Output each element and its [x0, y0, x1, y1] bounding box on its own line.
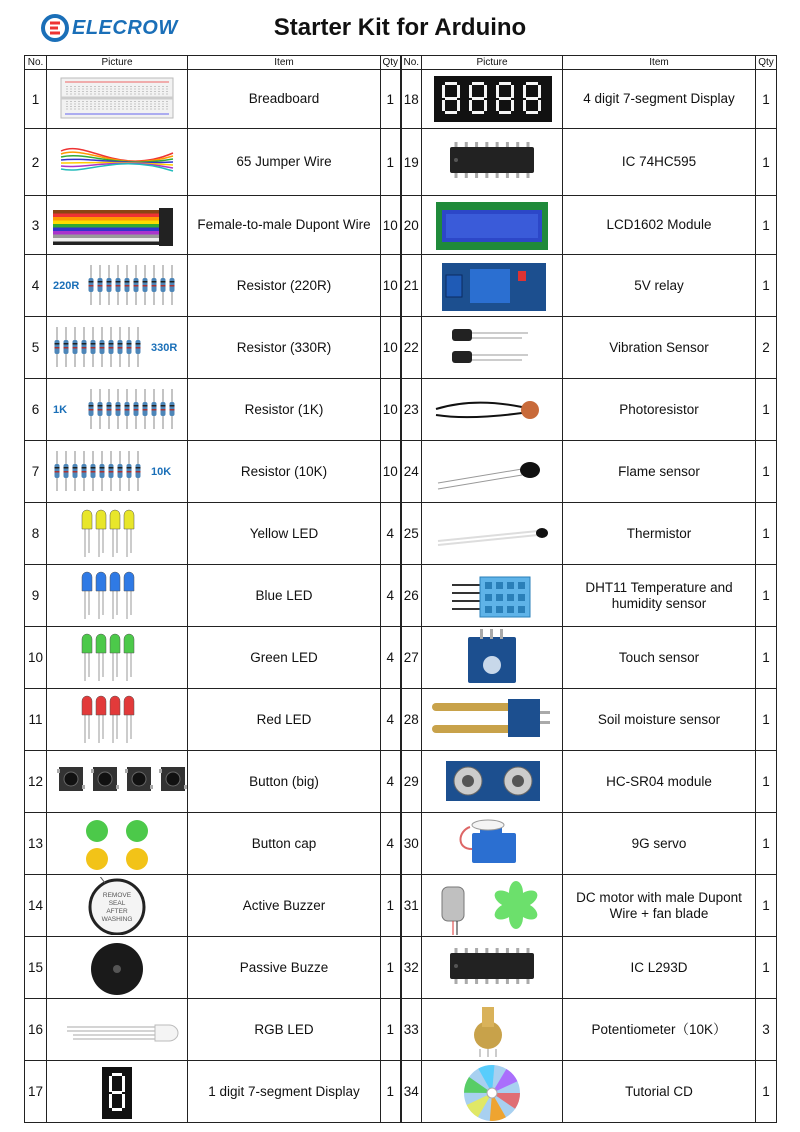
item-name: 65 Jumper Wire — [188, 129, 381, 196]
header-no: No. — [401, 56, 422, 70]
table-row — [25, 317, 777, 379]
item-qty: 4 — [381, 813, 401, 875]
item-picture — [422, 813, 563, 875]
item-qty: 10 — [381, 255, 401, 317]
item-name: LCD1602 Module — [563, 196, 756, 255]
item-name: Red LED — [188, 689, 381, 751]
dc-motor-fan-icon — [422, 877, 562, 935]
thermistor-icon — [422, 505, 562, 563]
item-qty: 1 — [756, 196, 777, 255]
item-picture — [47, 441, 188, 503]
item-number: 34 — [401, 1061, 422, 1123]
item-name: Resistor (220R) — [188, 255, 381, 317]
item-qty: 1 — [381, 999, 401, 1061]
resistor-icon — [47, 319, 187, 377]
led-icon — [47, 691, 187, 749]
item-name: DHT11 Temperature and humidity sensor — [563, 565, 756, 627]
relay-module-icon — [422, 257, 562, 315]
resistor-icon — [47, 257, 187, 315]
item-qty: 1 — [756, 937, 777, 999]
item-number: 4 — [25, 255, 47, 317]
item-picture — [422, 937, 563, 999]
table-header — [25, 56, 777, 70]
item-picture — [47, 875, 188, 937]
item-qty: 10 — [381, 317, 401, 379]
item-qty: 1 — [381, 937, 401, 999]
resistor-icon — [47, 443, 187, 501]
item-qty: 1 — [381, 70, 401, 129]
item-name: Resistor (330R) — [188, 317, 381, 379]
item-picture — [47, 999, 188, 1061]
svg-text:330R: 330R — [151, 341, 178, 354]
item-number: 19 — [401, 129, 422, 196]
item-number: 10 — [25, 627, 47, 689]
item-qty: 10 — [381, 196, 401, 255]
item-name: IC L293D — [563, 937, 756, 999]
item-picture — [422, 255, 563, 317]
item-picture — [47, 937, 188, 999]
item-name: DC motor with male Dupont Wire + fan blade — [563, 875, 756, 937]
item-picture — [422, 379, 563, 441]
page-title: Starter Kit for Arduino — [273, 14, 527, 41]
item-name: Active Buzzer — [188, 875, 381, 937]
ultrasonic-sensor-icon — [422, 753, 562, 811]
led-icon — [47, 505, 187, 563]
item-qty: 4 — [381, 503, 401, 565]
item-name: Soil moisture sensor — [563, 689, 756, 751]
potentiometer-icon — [422, 1001, 562, 1059]
buzzer-sticker-text: WASHING — [101, 915, 133, 923]
seven-segment-digit-icon — [47, 1063, 187, 1121]
item-picture — [47, 379, 188, 441]
item-name: Vibration Sensor — [563, 317, 756, 379]
item-qty: 1 — [756, 503, 777, 565]
item-picture — [422, 70, 563, 129]
item-picture — [47, 70, 188, 129]
item-number: 5 — [25, 317, 47, 379]
table-row — [25, 999, 777, 1061]
item-picture — [422, 317, 563, 379]
item-picture — [422, 565, 563, 627]
buzzer-sticker-text: AFTER — [106, 907, 128, 915]
buzzer-sticker-text: SEAL — [108, 899, 126, 907]
item-number: 31 — [401, 875, 422, 937]
item-name: Blue LED — [188, 565, 381, 627]
table-row — [25, 875, 777, 937]
item-qty: 4 — [381, 751, 401, 813]
item-qty: 4 — [381, 627, 401, 689]
item-name: 9G servo — [563, 813, 756, 875]
table-row — [25, 196, 777, 255]
item-qty: 1 — [756, 129, 777, 196]
item-number: 18 — [401, 70, 422, 129]
item-picture — [422, 196, 563, 255]
item-qty: 1 — [756, 1061, 777, 1123]
item-name: Green LED — [188, 627, 381, 689]
item-picture — [47, 627, 188, 689]
item-name: Touch sensor — [563, 627, 756, 689]
item-name: Passive Buzze — [188, 937, 381, 999]
kit-table — [24, 55, 777, 1123]
item-name: 1 digit 7-segment Display — [188, 1061, 381, 1123]
flame-sensor-icon — [422, 443, 562, 501]
item-picture — [47, 1061, 188, 1123]
item-qty: 2 — [756, 317, 777, 379]
item-number: 7 — [25, 441, 47, 503]
table-row — [25, 503, 777, 565]
item-qty: 1 — [756, 751, 777, 813]
item-number: 11 — [25, 689, 47, 751]
push-button-icon — [47, 753, 187, 811]
table-row — [25, 441, 777, 503]
item-qty: 1 — [756, 689, 777, 751]
passive-buzzer-icon — [47, 939, 187, 997]
item-picture — [422, 689, 563, 751]
item-picture — [422, 875, 563, 937]
item-name: Photoresistor — [563, 379, 756, 441]
item-qty: 1 — [756, 255, 777, 317]
item-name: 5V relay — [563, 255, 756, 317]
item-qty: 10 — [381, 441, 401, 503]
item-qty: 1 — [756, 627, 777, 689]
item-name: Flame sensor — [563, 441, 756, 503]
item-picture — [47, 255, 188, 317]
header-no: No. — [25, 56, 47, 70]
item-picture — [47, 751, 188, 813]
item-picture — [47, 317, 188, 379]
item-number: 13 — [25, 813, 47, 875]
dht11-sensor-icon — [422, 567, 562, 625]
item-name: IC 74HC595 — [563, 129, 756, 196]
item-name: 4 digit 7-segment Display — [563, 70, 756, 129]
item-name: Tutorial CD — [563, 1061, 756, 1123]
table-row — [25, 751, 777, 813]
item-number: 24 — [401, 441, 422, 503]
item-name: Button (big) — [188, 751, 381, 813]
item-qty: 10 — [381, 379, 401, 441]
table-row — [25, 937, 777, 999]
buzzer-sticker-text: REMOVE — [102, 891, 132, 899]
header-picture: Picture — [422, 56, 563, 70]
breadboard-icon — [47, 70, 187, 128]
dupont-wire-icon — [47, 196, 187, 254]
item-number: 1 — [25, 70, 47, 129]
item-number: 2 — [25, 129, 47, 196]
item-qty: 1 — [756, 379, 777, 441]
jumper-wire-icon — [47, 133, 187, 191]
table-row — [25, 813, 777, 875]
servo-icon — [422, 815, 562, 873]
item-picture — [47, 503, 188, 565]
item-picture — [422, 751, 563, 813]
item-qty: 1 — [381, 875, 401, 937]
item-number: 32 — [401, 937, 422, 999]
item-number: 21 — [401, 255, 422, 317]
header-item: Item — [563, 56, 756, 70]
item-qty: 1 — [756, 565, 777, 627]
item-picture — [422, 999, 563, 1061]
item-picture — [422, 441, 563, 503]
header-qty: Qty — [381, 56, 401, 70]
item-picture — [422, 129, 563, 196]
table-row — [25, 689, 777, 751]
vibration-sensor-icon — [422, 319, 562, 377]
header-qty: Qty — [756, 56, 777, 70]
item-number: 15 — [25, 937, 47, 999]
item-number: 16 — [25, 999, 47, 1061]
item-name: Resistor (10K) — [188, 441, 381, 503]
table-row — [25, 1061, 777, 1123]
item-number: 3 — [25, 196, 47, 255]
item-number: 14 — [25, 875, 47, 937]
soil-moisture-sensor-icon — [422, 691, 562, 749]
item-qty: 1 — [756, 813, 777, 875]
item-picture — [47, 129, 188, 196]
item-picture — [422, 503, 563, 565]
item-qty: 1 — [381, 129, 401, 196]
svg-text:1K: 1K — [53, 403, 68, 416]
table-row — [25, 565, 777, 627]
led-icon — [47, 629, 187, 687]
svg-text:10K: 10K — [151, 465, 172, 478]
item-number: 6 — [25, 379, 47, 441]
item-number: 12 — [25, 751, 47, 813]
item-qty: 4 — [381, 565, 401, 627]
item-number: 26 — [401, 565, 422, 627]
item-name: Resistor (1K) — [188, 379, 381, 441]
item-name: Button cap — [188, 813, 381, 875]
item-number: 29 — [401, 751, 422, 813]
item-picture — [47, 689, 188, 751]
item-picture — [47, 813, 188, 875]
ic-chip-icon — [422, 939, 562, 997]
item-number: 9 — [25, 565, 47, 627]
touch-sensor-icon — [422, 629, 562, 687]
item-number: 28 — [401, 689, 422, 751]
resistor-icon — [47, 381, 187, 439]
item-number: 25 — [401, 503, 422, 565]
item-qty: 1 — [756, 875, 777, 937]
button-cap-icon — [47, 815, 187, 873]
item-name: Thermistor — [563, 503, 756, 565]
table-row — [25, 627, 777, 689]
item-picture — [422, 1061, 563, 1123]
lcd-module-icon — [422, 196, 562, 254]
item-qty: 4 — [381, 689, 401, 751]
item-picture — [47, 565, 188, 627]
item-number: 17 — [25, 1061, 47, 1123]
led-icon — [47, 567, 187, 625]
item-name: Breadboard — [188, 70, 381, 129]
item-qty: 1 — [381, 1061, 401, 1123]
item-number: 23 — [401, 379, 422, 441]
item-number: 33 — [401, 999, 422, 1061]
item-number: 27 — [401, 627, 422, 689]
item-number: 22 — [401, 317, 422, 379]
header-picture: Picture — [47, 56, 188, 70]
rgb-led-icon — [47, 1001, 187, 1059]
svg-text:220R: 220R — [53, 279, 80, 292]
photoresistor-icon — [422, 381, 562, 439]
item-name: Female-to-male Dupont Wire — [188, 196, 381, 255]
four-digit-display-icon — [422, 70, 562, 128]
item-qty: 3 — [756, 999, 777, 1061]
item-number: 30 — [401, 813, 422, 875]
table-row — [25, 379, 777, 441]
item-picture — [47, 196, 188, 255]
item-name: Yellow LED — [188, 503, 381, 565]
brand-name: ELECROW — [72, 16, 178, 39]
item-number: 8 — [25, 503, 47, 565]
cd-icon — [422, 1063, 562, 1121]
item-qty: 1 — [756, 70, 777, 129]
table-row — [25, 70, 777, 129]
ic-chip-icon — [422, 133, 562, 191]
item-name: RGB LED — [188, 999, 381, 1061]
item-name: HC-SR04 module — [563, 751, 756, 813]
item-name: Potentiometer（10K） — [563, 999, 756, 1061]
item-picture — [422, 627, 563, 689]
item-qty: 1 — [756, 441, 777, 503]
header-item: Item — [188, 56, 381, 70]
active-buzzer-icon — [47, 877, 187, 935]
item-number: 20 — [401, 196, 422, 255]
table-row — [25, 129, 777, 196]
table-row — [25, 255, 777, 317]
